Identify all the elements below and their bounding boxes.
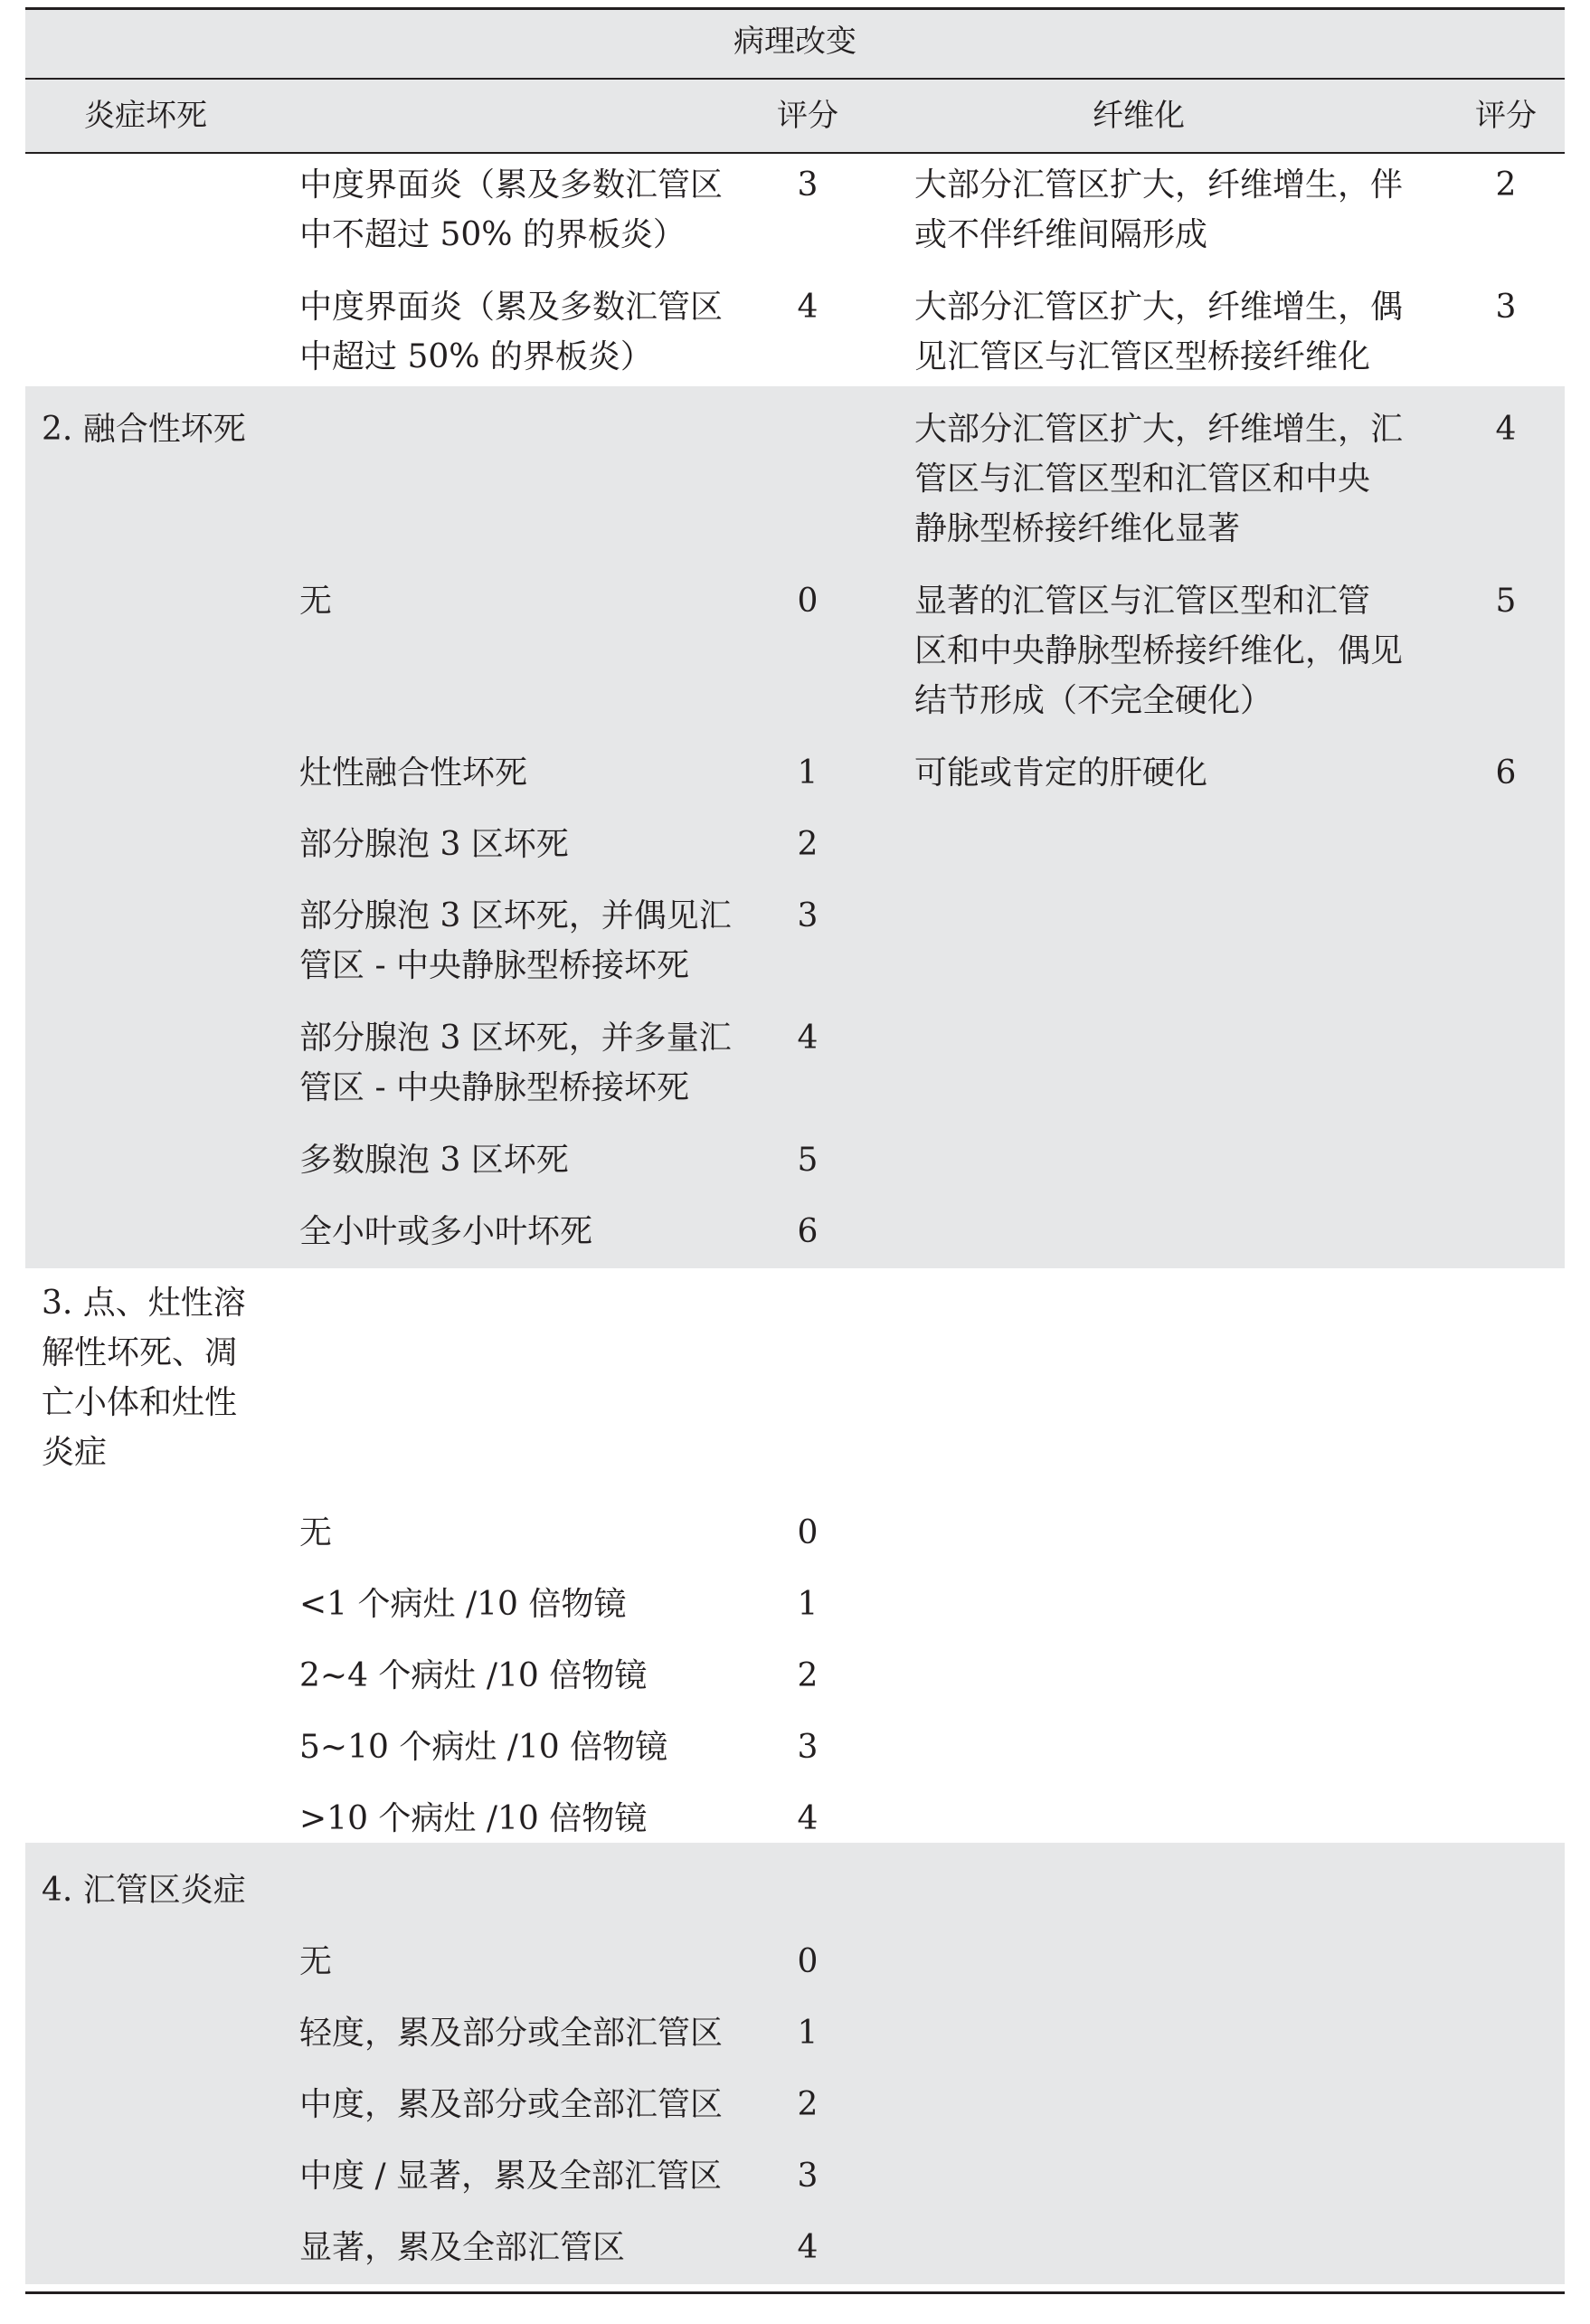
- description-cell: [299, 1135, 569, 1185]
- fibrosis-cell-line: 管区与汇管区型和汇管区和中央: [914, 460, 1371, 498]
- inflammation-score-cell: 0: [797, 1943, 819, 1980]
- header-score-2: 评分: [1475, 98, 1537, 134]
- fibrosis-cell: [914, 748, 1207, 798]
- description-cell: [299, 160, 723, 260]
- fibrosis-cell-line: 静脉型桥接纤维化显著: [914, 510, 1241, 547]
- inflammation-score-cell: 0: [797, 1514, 819, 1551]
- inflammation-score-cell: 3: [797, 166, 819, 204]
- fibrosis-cell-line: 见汇管区与汇管区型桥接纤维化: [914, 338, 1371, 375]
- inflammation-score-cell: 2: [797, 2086, 819, 2123]
- category-cell-line: 2. 融合性坏死: [42, 411, 246, 448]
- description-cell-line: 管区 - 中央静脉型桥接坏死: [299, 947, 690, 984]
- description-cell: [299, 1579, 626, 1629]
- description-cell-line: 部分腺泡 3 区坏死，并偶见汇: [299, 897, 732, 934]
- description-cell: [299, 2151, 722, 2201]
- category-cell-line: 4. 汇管区炎症: [42, 1872, 246, 1909]
- inflammation-score-cell: 0: [797, 583, 819, 620]
- fibrosis-score-cell: 3: [1495, 289, 1517, 326]
- fibrosis-score-cell: 4: [1495, 411, 1517, 448]
- category-cell: [42, 1865, 272, 1915]
- description-cell: [299, 2080, 723, 2130]
- description-cell-line: 无: [299, 1514, 333, 1551]
- description-cell: [299, 1651, 647, 1701]
- fibrosis-cell-line: 区和中央静脉型桥接纤维化，偶见: [914, 632, 1404, 669]
- description-cell: [299, 576, 332, 626]
- fibrosis-score-cell: 6: [1495, 754, 1517, 792]
- inflammation-score-cell: 4: [797, 1020, 819, 1057]
- header-fibrosis: 纤维化: [1093, 98, 1185, 134]
- fibrosis-cell-line: 结节形成（不完全硬化）: [914, 682, 1273, 719]
- description-cell-line: 轻度，累及部分或全部汇管区: [299, 2015, 724, 2052]
- fibrosis-cell-line: 显著的汇管区与汇管区型和汇管: [914, 583, 1371, 620]
- description-cell-line: 中不超过 50% 的界板炎）: [299, 216, 686, 253]
- inflammation-score-cell: 4: [797, 289, 819, 326]
- description-cell: [299, 748, 527, 798]
- fibrosis-score-cell: 2: [1495, 166, 1517, 204]
- description-cell-line: 灶性融合性坏死: [299, 754, 528, 792]
- category-cell-line: 解性坏死、凋: [42, 1334, 238, 1371]
- description-cell: [299, 1937, 332, 1987]
- header-mid-rule: [25, 78, 1565, 80]
- inflammation-score-cell: 3: [797, 2158, 819, 2195]
- inflammation-score-cell: 1: [797, 1586, 819, 1623]
- fibrosis-cell-line: 可能或肯定的肝硬化: [914, 754, 1208, 792]
- inflammation-score-cell: 5: [797, 1142, 819, 1179]
- description-cell-line: 管区 - 中央静脉型桥接坏死: [299, 1069, 690, 1106]
- description-cell: [299, 820, 569, 869]
- inflammation-score-cell: 4: [797, 2229, 819, 2266]
- inflammation-score-cell: 3: [797, 1729, 819, 1766]
- description-cell: [299, 891, 732, 991]
- fibrosis-cell: [914, 282, 1403, 382]
- description-cell-line: 中超过 50% 的界板炎）: [299, 338, 653, 375]
- description-cell-line: 部分腺泡 3 区坏死: [299, 826, 569, 863]
- category-cell: [42, 404, 272, 454]
- bottom-rule: [25, 2291, 1565, 2294]
- description-cell-line: 无: [299, 583, 333, 620]
- description-cell: [299, 1508, 332, 1558]
- inflammation-score-cell: 4: [797, 1800, 819, 1837]
- fibrosis-cell: [914, 576, 1403, 726]
- description-cell-line: >10 个病灶 /10 倍物镜: [299, 1800, 648, 1837]
- description-cell-line: 多数腺泡 3 区坏死: [299, 1142, 569, 1179]
- inflammation-score-cell: 2: [797, 826, 819, 863]
- fibrosis-cell: [914, 160, 1403, 260]
- description-cell-line: 无: [299, 1943, 333, 1980]
- inflammation-score-cell: 6: [797, 1213, 819, 1250]
- description-cell-line: 中度界面炎（累及多数汇管区: [299, 289, 724, 326]
- description-cell-line: <1 个病灶 /10 倍物镜: [299, 1586, 627, 1623]
- description-cell-line: 显著，累及全部汇管区: [299, 2229, 626, 2266]
- description-cell: [299, 1013, 732, 1113]
- inflammation-score-cell: 2: [797, 1657, 819, 1694]
- header-score-1: 评分: [777, 98, 838, 134]
- description-cell: [299, 1794, 647, 1844]
- fibrosis-cell-line: 大部分汇管区扩大，纤维增生，偶: [914, 289, 1404, 326]
- description-cell: [299, 2223, 625, 2272]
- category-cell-line: 亡小体和灶性: [42, 1384, 238, 1421]
- description-cell: [299, 2008, 723, 2058]
- category-cell-line: 炎症: [42, 1434, 108, 1471]
- description-cell-line: 中度，累及部分或全部汇管区: [299, 2086, 724, 2123]
- fibrosis-cell-line: 大部分汇管区扩大，纤维增生，汇: [914, 411, 1404, 448]
- category-cell: [42, 1278, 272, 1477]
- top-rule: [25, 7, 1565, 10]
- description-cell-line: 2~4 个病灶 /10 倍物镜: [299, 1657, 648, 1694]
- fibrosis-cell-line: 大部分汇管区扩大，纤维增生，伴: [914, 166, 1404, 204]
- description-cell-line: 部分腺泡 3 区坏死，并多量汇: [299, 1020, 732, 1057]
- category-cell-line: 3. 点、灶性溶: [42, 1285, 246, 1322]
- description-cell: [299, 1722, 667, 1772]
- header-bottom-rule: [25, 152, 1565, 154]
- fibrosis-cell-line: 或不伴纤维间隔形成: [914, 216, 1208, 253]
- inflammation-score-cell: 1: [797, 2015, 819, 2052]
- group-header: 病理改变: [733, 24, 857, 60]
- description-cell-line: 中度界面炎（累及多数汇管区: [299, 166, 724, 204]
- description-cell-line: 全小叶或多小叶坏死: [299, 1213, 593, 1250]
- header-inflammation: 炎症坏死: [84, 98, 207, 134]
- description-cell: [299, 1207, 592, 1257]
- description-cell-line: 中度 / 显著，累及全部汇管区: [299, 2158, 723, 2195]
- inflammation-score-cell: 3: [797, 897, 819, 934]
- description-cell: [299, 282, 723, 382]
- description-cell-line: 5~10 个病灶 /10 倍物镜: [299, 1729, 668, 1766]
- inflammation-score-cell: 1: [797, 754, 819, 792]
- fibrosis-cell: [914, 404, 1403, 554]
- fibrosis-score-cell: 5: [1495, 583, 1517, 620]
